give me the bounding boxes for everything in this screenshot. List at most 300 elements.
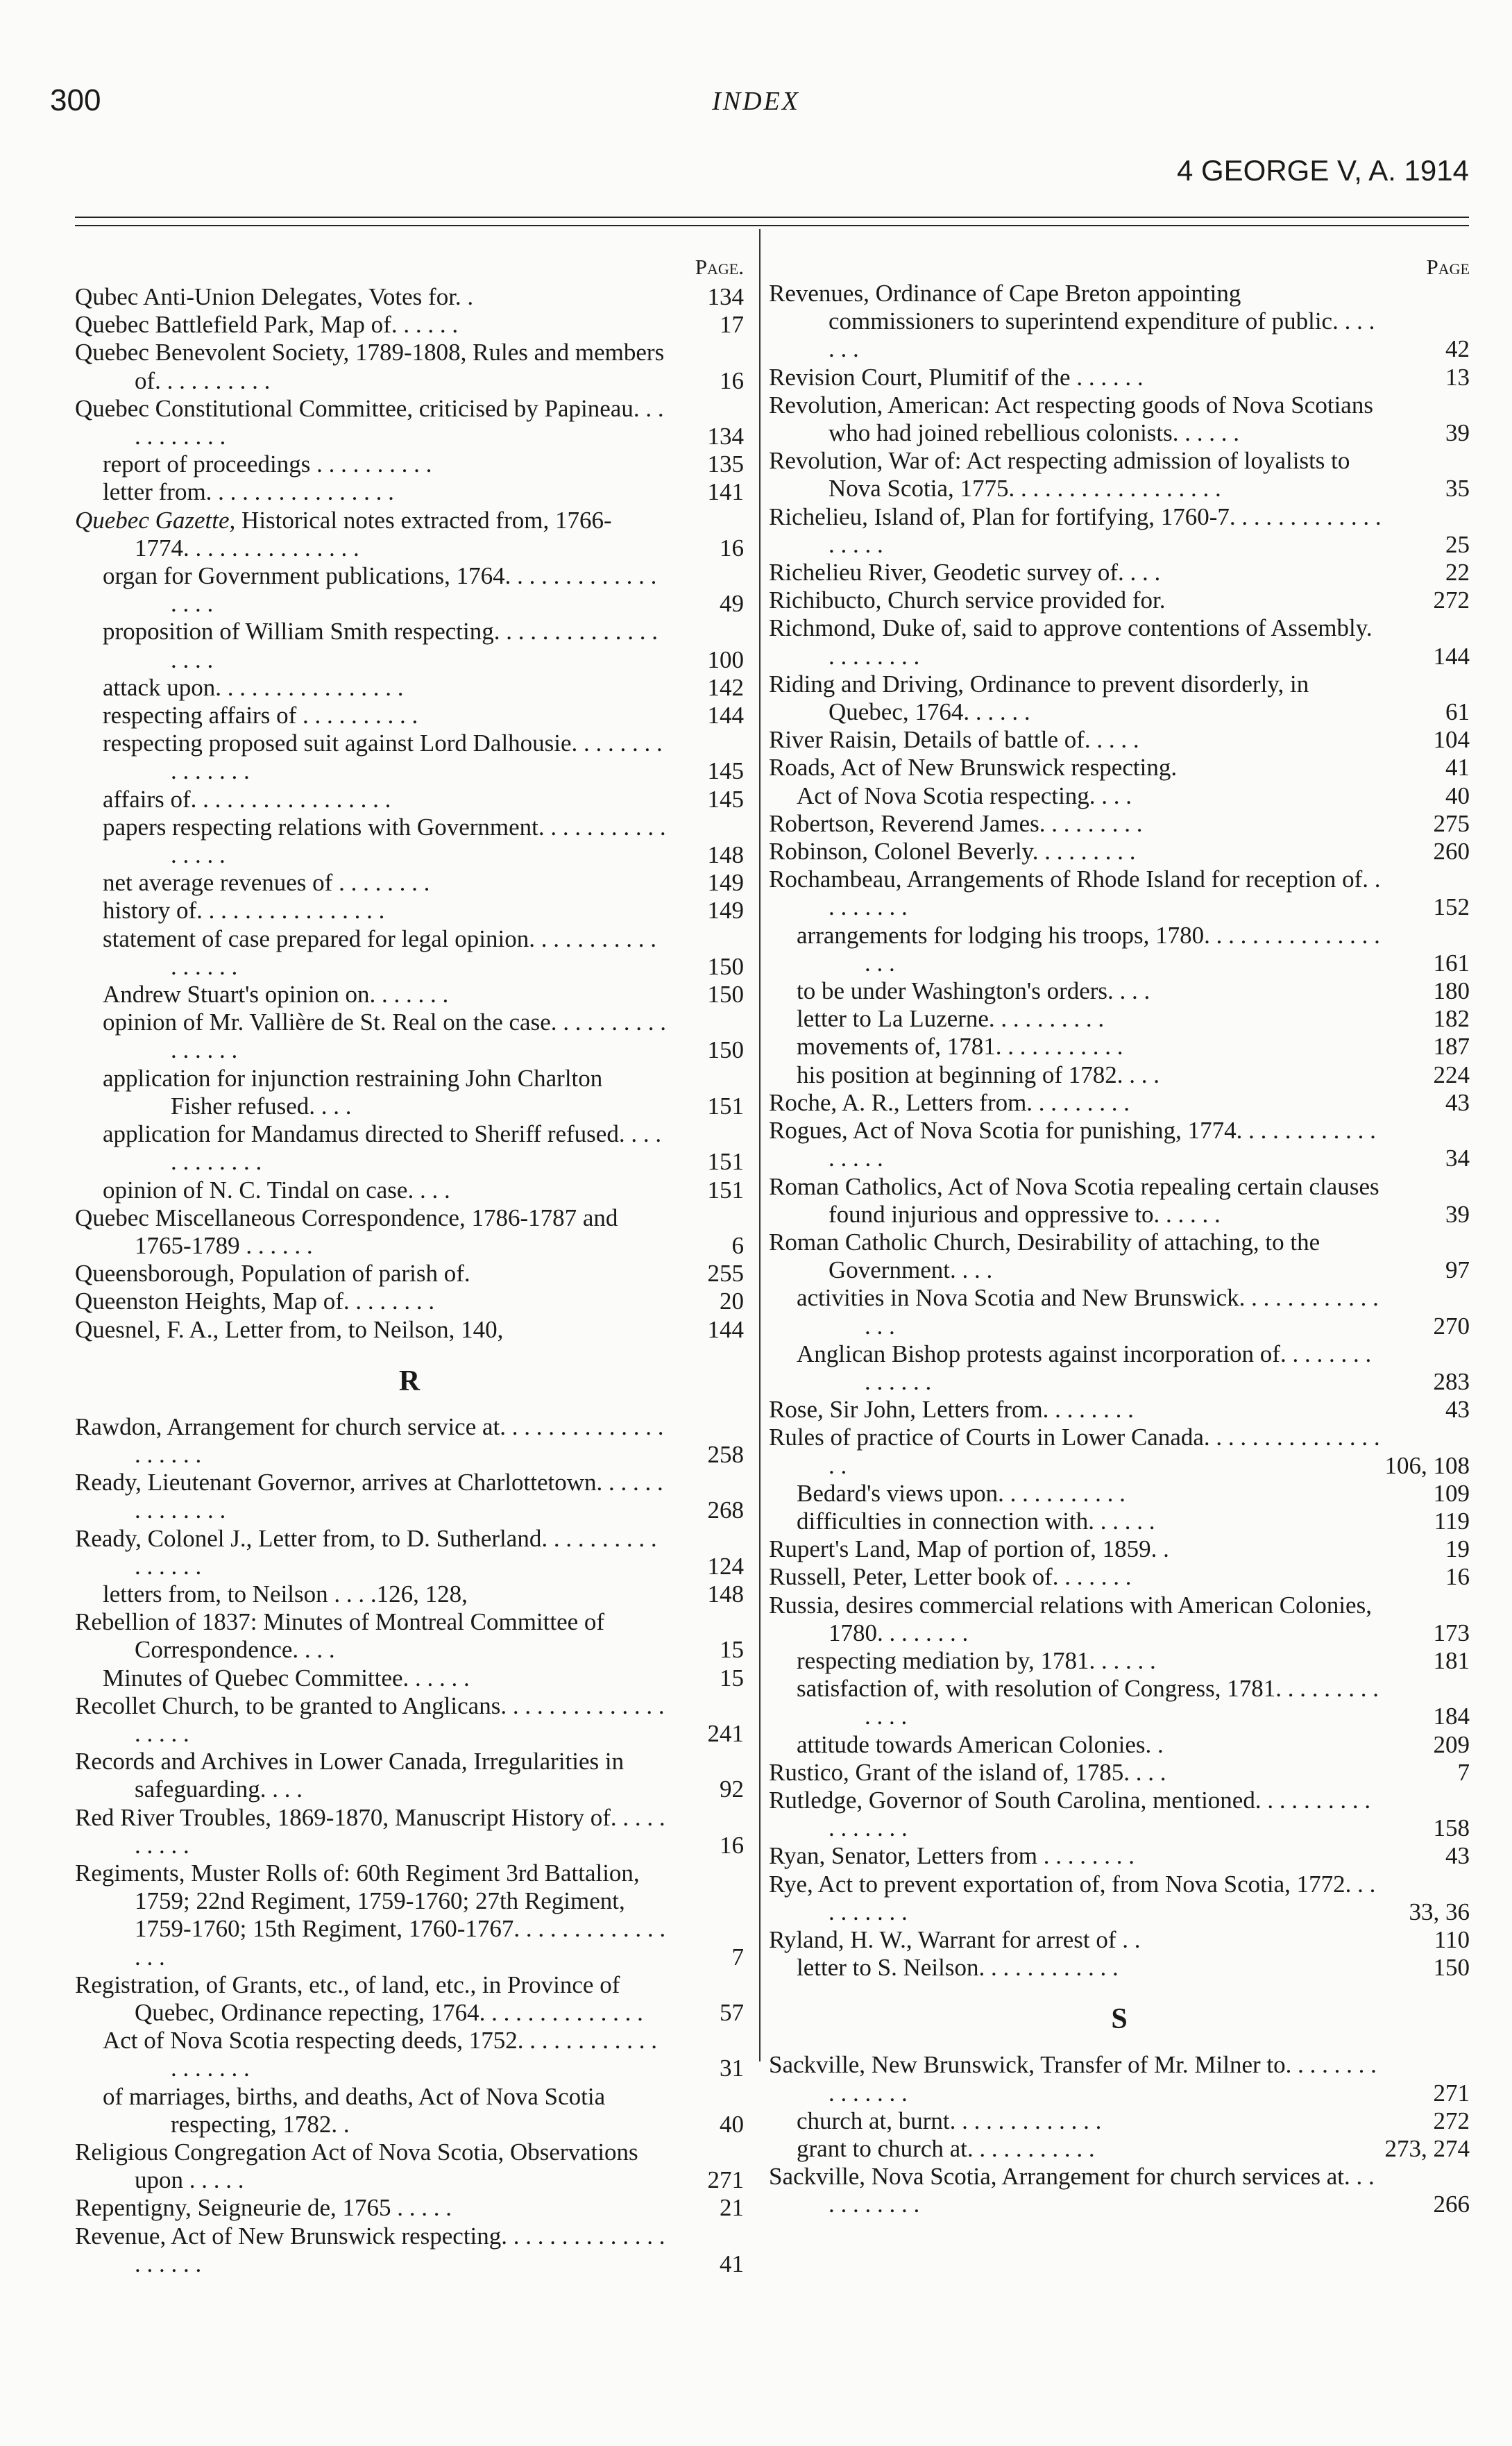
index-entry (769, 782, 1470, 810)
entry-label: Rawdon, Arrangement for church service at. . . . . . . . . . . . . . . . . . . . (75, 1412, 664, 1468)
entry-label: organ for Government publications, 1764. . . . . . . . . . . . . . . . . (103, 562, 657, 618)
index-entry (75, 1288, 744, 1315)
entry-page: 151 (707, 1148, 744, 1176)
entry-label: Russia, desires commercial relations with American Colonies, 1780. . . . . . . . (769, 1591, 1372, 1646)
entry-page: 134 (707, 423, 744, 450)
entry-text (75, 2083, 666, 2139)
index-entry (75, 1316, 744, 1344)
entry-page: 268 (707, 1496, 744, 1524)
entry-label: proposition of William Smith respecting. . . . . . . . . . . . . . . . . . (103, 618, 658, 673)
entry-label: Queensborough, Population of parish of. (75, 1260, 470, 1288)
entry-text (75, 1288, 666, 1315)
index-entry (75, 507, 744, 562)
index-entry (75, 2139, 744, 2194)
entry-text (769, 1089, 1382, 1117)
entry-page: 109 (1433, 1479, 1470, 1507)
entry-text (75, 478, 666, 506)
entry-page: 270 (1433, 1312, 1470, 1340)
index-entry (769, 1787, 1470, 1842)
index-entry (769, 838, 1470, 866)
entry-label: movements of, 1781. . . . . . . . . . . (797, 1033, 1123, 1061)
entry-text (75, 507, 666, 562)
entry-text (75, 1204, 666, 1260)
entry-label: Rogues, Act of Nova Scotia for punishing, 1774. . . . . . . . . . . . . . . . . (769, 1117, 1376, 1172)
entry-page: 61 (1445, 698, 1470, 726)
entry-label: Registration, of Grants, etc., of land, etc., in Province of Quebec, Ordinance repecting, 1764. . . . . . . . . . . . . . (75, 1971, 643, 2026)
entry-label: Rustico, Grant of the island of, 1785. . . . (769, 1758, 1166, 1786)
entry-text (769, 670, 1382, 726)
entry-label: grant to church at. . . . . . . . . . . (797, 2135, 1095, 2162)
entry-page: 272 (1433, 587, 1470, 614)
page-column-heading: Page (1426, 255, 1470, 279)
entry-text (75, 1120, 666, 1176)
index-entry (75, 702, 744, 729)
index-entry (75, 1469, 744, 1524)
index-entry (75, 729, 744, 785)
entry-page: 148 (707, 841, 744, 869)
entry-page: 149 (707, 897, 744, 925)
index-entry (75, 981, 744, 1009)
entry-text (769, 280, 1382, 364)
entry-label: difficulties in connection with. . . . . . (797, 1507, 1155, 1535)
index-entry (75, 2027, 744, 2082)
entry-page: 43 (1445, 1842, 1470, 1870)
session-label: 4 GEORGE V, A. 1914 (1176, 154, 1469, 187)
index-entry (75, 283, 744, 311)
index-entry (75, 1120, 744, 1176)
entry-page: 40 (1445, 782, 1470, 809)
entry-text (769, 1954, 1382, 1982)
entry-text (75, 311, 666, 339)
entry-label: Roman Catholics, Act of Nova Scotia repealing certain clauses found injurious and oppressive to. . . . . . (769, 1172, 1379, 1228)
index-entry (75, 562, 744, 618)
entry-text (75, 1580, 666, 1608)
entry-label: Revolution, American: Act respecting goods of Nova Scotians who had joined rebellious colonists. . . . . . (769, 391, 1373, 447)
entry-page: 20 (720, 1288, 744, 1315)
index-entry (769, 1675, 1470, 1730)
entry-label: Rupert's Land, Map of portion of, 1859. . (769, 1535, 1169, 1563)
entry-page: 266 (1433, 2191, 1470, 2218)
entry-page: 7 (1457, 1758, 1470, 1786)
entry-text (769, 726, 1382, 754)
entry-text (75, 1804, 666, 1859)
entry-page: 97 (1445, 1256, 1470, 1284)
entry-page: 15 (720, 1636, 744, 1664)
entry-text (75, 702, 666, 729)
entry-text (75, 450, 666, 478)
index-entry (769, 280, 1470, 364)
entry-label: Repentigny, Seigneurie de, 1765 . . . . . (75, 2194, 452, 2222)
entry-label: Ready, Colonel J., Letter from, to D. Sutherland. . . . . . . . . . . . . . . . (75, 1524, 657, 1580)
index-entry (769, 1508, 1470, 1535)
entry-label: Richelieu, Island of, Plan for fortifying, 1760-7. . . . . . . . . . . . . . . . . . (769, 503, 1382, 558)
entry-page: 152 (1433, 893, 1470, 921)
entry-text (75, 813, 666, 869)
index-entry (75, 450, 744, 478)
entry-label: arrangements for lodging his troops, 1780. . . . . . . . . . . . . . . . . . (797, 921, 1380, 977)
index-entry (769, 726, 1470, 754)
entry-text (75, 1469, 666, 1524)
index-entry (769, 810, 1470, 838)
entry-text (769, 1117, 1382, 1172)
header-rule (75, 225, 1469, 226)
entry-page: 187 (1433, 1033, 1470, 1061)
entry-text (769, 1926, 1382, 1954)
index-entry (769, 922, 1470, 977)
index-entry (769, 559, 1470, 587)
index-entry (75, 395, 744, 450)
entry-page: 209 (1433, 1730, 1470, 1758)
entry-page: 258 (707, 1440, 744, 1468)
index-entry (769, 1926, 1470, 1954)
entry-label: Rose, Sir John, Letters from. . . . . . . . (769, 1396, 1134, 1424)
entry-label: respecting affairs of . . . . . . . . . . (103, 702, 418, 729)
entry-label: Sackville, New Brunswick, Transfer of Mr. Milner to. . . . . . . . . . . . . . . (769, 2051, 1377, 2107)
entry-text (75, 1176, 666, 1204)
entry-page: 39 (1445, 1200, 1470, 1228)
entry-text (75, 1413, 666, 1469)
index-entry (769, 1480, 1470, 1508)
entry-text (769, 447, 1382, 503)
entry-page: 150 (707, 1036, 744, 1064)
entry-label: Minutes of Quebec Committee. . . . . . (103, 1664, 470, 1692)
entry-page: 182 (1433, 1005, 1470, 1033)
entry-page: 151 (707, 1092, 744, 1120)
index-entry (769, 2135, 1470, 2163)
entry-page: 57 (720, 1998, 744, 2026)
index-entry (769, 2051, 1470, 2107)
section-heading-s: S (1111, 2003, 1128, 2036)
entry-label: opinion of Mr. Vallière de St. Real on the case. . . . . . . . . . . . . . . . (103, 1009, 666, 1064)
index-entry (75, 674, 744, 702)
entry-text (75, 562, 666, 618)
entry-page: 110 (1434, 1925, 1470, 1953)
index-entry (769, 1592, 1470, 1647)
entry-text (75, 1692, 666, 1748)
index-entry (769, 1871, 1470, 1926)
index-entry (75, 2223, 744, 2278)
index-entry (75, 1971, 744, 2027)
entry-page: 22 (1445, 559, 1470, 587)
entry-page: 41 (1445, 754, 1470, 782)
entry-text (769, 1340, 1382, 1396)
entry-text (75, 618, 666, 673)
entry-label: activities in Nova Scotia and New Brunswick. . . . . . . . . . . . . . . (797, 1284, 1379, 1340)
entry-label: Roche, A. R., Letters from. . . . . . . . . (769, 1088, 1130, 1116)
entry-page: 260 (1433, 838, 1470, 866)
entry-text (769, 1731, 1382, 1759)
index-entry (75, 1580, 744, 1608)
page-column-heading: Page. (695, 255, 744, 279)
header-rule (75, 217, 1469, 218)
entry-page: 181 (1433, 1646, 1470, 1674)
index-entry (75, 1009, 744, 1064)
entry-text (75, 2223, 666, 2278)
entry-label: Russell, Peter, Letter book of. . . . . . . (769, 1563, 1132, 1591)
entry-page: 119 (1434, 1507, 1470, 1535)
index-entry (769, 1535, 1470, 1563)
entry-page: 34 (1445, 1145, 1470, 1172)
entry-page: 255 (707, 1260, 744, 1288)
entry-text (75, 1859, 666, 1971)
index-entry (75, 1204, 744, 1260)
entry-label: River Raisin, Details of battle of. . . . . (769, 726, 1139, 754)
entry-label: Sackville, Nova Scotia, Arrangement for church services at. . . . . . . . . . . (769, 2163, 1375, 2218)
entry-page: 142 (707, 673, 744, 701)
index-entry (75, 2194, 744, 2222)
entry-text (75, 1009, 666, 1064)
entry-label: Robinson, Colonel Beverly. . . . . . . . . (769, 838, 1136, 866)
right-column (769, 251, 1470, 2219)
index-entry (769, 1005, 1470, 1033)
entry-label: opinion of N. C. Tindal on case. . . . (103, 1176, 450, 1204)
entry-page: 106, 108 (1384, 1451, 1470, 1479)
entry-text (769, 2135, 1382, 2163)
entry-text (769, 503, 1382, 559)
entry-text (75, 1608, 666, 1664)
index-entry (75, 339, 744, 394)
entry-text (75, 1525, 666, 1580)
entry-text (75, 2139, 666, 2194)
entry-page: 13 (1445, 363, 1470, 391)
index-entry (75, 1176, 744, 1204)
index-entry (769, 1424, 1470, 1479)
entry-text (769, 1424, 1382, 1479)
entry-page: 141 (707, 478, 744, 506)
entry-text (769, 1005, 1382, 1033)
entry-text (769, 2163, 1382, 2218)
entry-label: Quesnel, F. A., Letter from, to Neilson, 140, (75, 1315, 504, 1343)
entry-page: 40 (720, 2110, 744, 2138)
entry-page: 100 (707, 646, 744, 673)
entry-label: Quebec Miscellaneous Correspondence, 1786-1787 and 1765-1789 . . . . . . (75, 1204, 618, 1259)
entry-label: church at, burnt. . . . . . . . . . . . . (797, 2107, 1102, 2134)
entry-page: 16 (720, 534, 744, 562)
entry-page: 41 (720, 2250, 744, 2277)
entry-page: 49 (720, 590, 744, 618)
entry-text (769, 391, 1382, 447)
entry-label: net average revenues of . . . . . . . . (103, 869, 430, 897)
entry-label: Regiments, Muster Rolls of: 60th Regiment 3rd Battalion, 1759; 22nd Regiment, 1759-1760; 27th Regiment, 1759-1760; 15th Regiment, 1760-1767. . . . . . . . . . . . . . . . (75, 1859, 666, 1971)
entry-page: 21 (720, 2194, 744, 2222)
entry-label: Ready, Lieutenant Governor, arrives at Charlottetown. . . . . . . . . . . . . . (75, 1469, 663, 1524)
entry-page: 42 (1445, 335, 1470, 363)
entry-text (75, 339, 666, 394)
entry-text (769, 559, 1382, 587)
index-entry (75, 786, 744, 813)
entry-label: Queenston Heights, Map of. . . . . . . . (75, 1288, 435, 1315)
entry-text (769, 1871, 1382, 1926)
entry-text (769, 1061, 1382, 1089)
entry-label: Quebec Constitutional Committee, criticised by Papineau. . . . . . . . . . . (75, 394, 664, 450)
entry-page: 145 (707, 785, 744, 813)
entry-label: application for injunction restraining John Charlton Fisher refused. . . . (103, 1064, 603, 1120)
entry-label: Ryland, H. W., Warrant for arrest of . . (769, 1925, 1141, 1953)
entry-label: letters from, to Neilson . . . .126, 128, (103, 1580, 468, 1608)
entry-text (769, 1647, 1382, 1675)
entry-label: Richmond, Duke of, said to approve contentions of Assembly. . . . . . . . . (769, 614, 1373, 670)
entry-label: Richibucto, Church service provided for. (769, 587, 1166, 614)
entry-label: Quebec Benevolent Society, 1789-1808, Rules and members of. . . . . . . . . . (75, 339, 665, 394)
index-entry (75, 1859, 744, 1971)
entry-page: 17 (720, 311, 744, 339)
entry-page: 124 (707, 1552, 744, 1580)
entry-text (75, 674, 666, 702)
entry-text (769, 1229, 1382, 1284)
entry-label: report of proceedings . . . . . . . . . . (103, 450, 432, 478)
index-entry (75, 1608, 744, 1664)
section-heading-r: R (398, 1365, 421, 1397)
entry-text (75, 729, 666, 785)
entry-page: 35 (1445, 475, 1470, 503)
entry-text (769, 2107, 1382, 2135)
entry-page: 271 (1433, 2079, 1470, 2107)
index-entry (75, 1748, 744, 1803)
entry-label: to be under Washington's orders. . . . (797, 977, 1150, 1005)
entry-label: Rochambeau, Arrangements of Rhode Island for reception of. . . . . . . . . (769, 866, 1381, 921)
index-entry (769, 503, 1470, 559)
entry-text (75, 1260, 666, 1288)
index-entry (769, 1842, 1470, 1870)
index-entry (769, 1731, 1470, 1759)
index-entry (769, 977, 1470, 1005)
entry-label: Revenues, Ordinance of Cape Breton appointing commissioners to superintend expenditure of public. . . . . . . (769, 280, 1375, 363)
entry-label: Robertson, Reverend James. . . . . . . . . (769, 809, 1143, 837)
index-entry (75, 1525, 744, 1580)
entry-page: 151 (707, 1176, 744, 1204)
entry-page: 16 (720, 1831, 744, 1859)
entry-text (75, 1065, 666, 1120)
entry-page: 148 (707, 1580, 744, 1608)
index-entry (769, 1563, 1470, 1591)
entry-text (75, 897, 666, 925)
index-entry (769, 364, 1470, 391)
index-entry (75, 478, 744, 506)
entry-label: letter to S. Neilson. . . . . . . . . . . . (797, 1954, 1119, 1982)
entry-label: his position at beginning of 1782. . . . (797, 1061, 1160, 1088)
entry-text (769, 587, 1382, 614)
entry-page: 273, 274 (1384, 2135, 1470, 2162)
index-entry (769, 1759, 1470, 1787)
entry-label: of marriages, births, and deaths, Act of Nova Scotia respecting, 1782. . (103, 2082, 606, 2138)
index-entry (75, 1692, 744, 1748)
entry-label: Rye, Act to prevent exportation of, from Nova Scotia, 1772. . . . . . . . . . (769, 1870, 1376, 1925)
entry-page: 184 (1433, 1703, 1470, 1730)
entry-page: 150 (707, 981, 744, 1009)
entry-page: 25 (1445, 530, 1470, 558)
running-head: INDEX (712, 87, 800, 116)
entry-label: history of. . . . . . . . . . . . . . . . (103, 897, 385, 925)
entry-text (769, 810, 1382, 838)
entry-label: respecting proposed suit against Lord Dalhousie. . . . . . . . . . . . . . . (103, 729, 663, 785)
entry-text (769, 1396, 1382, 1424)
index-entry (75, 925, 744, 981)
index-entry (769, 670, 1470, 726)
entry-page: 43 (1445, 1088, 1470, 1116)
entry-text (769, 1759, 1382, 1787)
entry-text (769, 1563, 1382, 1591)
index-entry (769, 1173, 1470, 1229)
entry-label: Rules of practice of Courts in Lower Canada. . . . . . . . . . . . . . . . . (769, 1424, 1380, 1479)
index-entry (769, 447, 1470, 503)
entry-page: 145 (707, 757, 744, 785)
entry-text (769, 1675, 1382, 1730)
index-entry (75, 1065, 744, 1120)
entry-page: 158 (1433, 1814, 1470, 1842)
index-entry (769, 1396, 1470, 1424)
entry-lead: Quebec Gazette, (75, 506, 236, 534)
entry-text (75, 981, 666, 1009)
index-entry (75, 311, 744, 339)
entry-text (75, 925, 666, 981)
entry-label: Revenue, Act of New Brunswick respecting. . . . . . . . . . . . . . . . . . . . (75, 2222, 665, 2277)
entry-text (75, 283, 666, 311)
entry-label: Bedard's views upon. . . . . . . . . . . (797, 1479, 1125, 1507)
entry-page: 16 (720, 366, 744, 394)
entry-page: 135 (707, 450, 744, 478)
entry-text (769, 1592, 1382, 1647)
entry-label: Act of Nova Scotia respecting. . . . (797, 782, 1132, 809)
entry-text (769, 2051, 1382, 2107)
entry-label: Historical notes extracted from, 1766-1774. . . . . . . . . . . . . . . (135, 506, 612, 562)
entry-text (75, 869, 666, 897)
entry-label: Richelieu River, Geodetic survey of. . . . (769, 559, 1161, 587)
index-entry (769, 1229, 1470, 1284)
index-entry (75, 1413, 744, 1469)
entry-page: 134 (707, 283, 744, 310)
entry-page: 104 (1433, 726, 1470, 754)
entry-text (769, 977, 1382, 1005)
entry-text (769, 866, 1382, 921)
index-entry (769, 1340, 1470, 1396)
index-entry (75, 1260, 744, 1288)
entry-page: 6 (731, 1231, 744, 1259)
entry-text (769, 922, 1382, 977)
entry-page: 92 (720, 1776, 744, 1803)
entry-label: letter from. . . . . . . . . . . . . . . . (103, 478, 394, 506)
entry-label: Ryan, Senator, Letters from . . . . . . . . (769, 1842, 1135, 1870)
index-entry (75, 897, 744, 925)
index-entry (769, 866, 1470, 921)
entry-text (75, 786, 666, 813)
index-entry (769, 1117, 1470, 1172)
index-entry (769, 1647, 1470, 1675)
entry-page: 16 (1445, 1563, 1470, 1591)
entry-text (769, 754, 1382, 782)
entry-text (769, 1842, 1382, 1870)
entry-page: 144 (707, 702, 744, 729)
entry-page: 173 (1433, 1619, 1470, 1646)
index-entry (75, 1804, 744, 1859)
entry-page: 149 (707, 869, 744, 897)
entry-label: Rutledge, Governor of South Carolina, mentioned. . . . . . . . . . . . . . . . . (769, 1786, 1371, 1842)
index-entry (769, 1089, 1470, 1117)
index-entry (75, 869, 744, 897)
entry-label: statement of case prepared for legal opinion. . . . . . . . . . . . . . . . . (103, 925, 656, 980)
entry-page: 241 (707, 1719, 744, 1747)
entry-label: papers respecting relations with Government. . . . . . . . . . . . . . . . (103, 813, 666, 869)
entry-page: 150 (1433, 1954, 1470, 1982)
entry-page: 33, 36 (1409, 1898, 1470, 1925)
index-entry (75, 1664, 744, 1692)
index-entry (75, 618, 744, 673)
entry-page: 161 (1433, 949, 1470, 977)
entry-text (769, 1284, 1382, 1340)
left-column (75, 251, 744, 2278)
entry-text (769, 364, 1382, 391)
index-entry (769, 614, 1470, 670)
entry-page: 150 (707, 952, 744, 980)
